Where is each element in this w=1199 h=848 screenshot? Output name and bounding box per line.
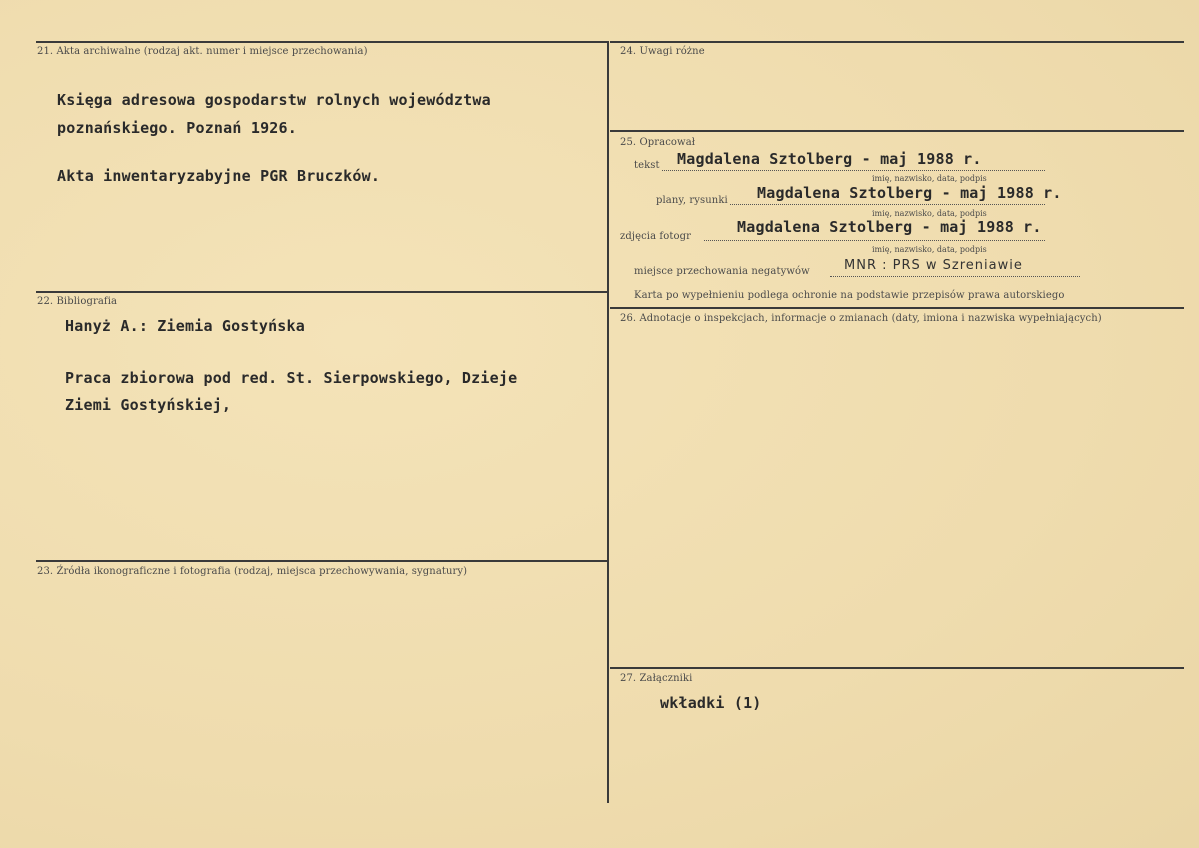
tekst-label: tekst [634,160,660,171]
rule-25-26 [610,307,1184,309]
section-25-label: 25. Opracował [620,137,696,148]
center-divider [607,41,609,803]
zdjecia-value: Magdalena Sztolberg - maj 1988 r. [737,218,1042,236]
plany-label: plany, rysunki [656,195,728,206]
section-22-line-3: Ziemi Gostyńskiej, [65,396,232,414]
section-21-line-3: Akta inwentaryzabyjne PGR Bruczków. [57,167,381,185]
zdjecia-label: zdjęcia fotogr [620,231,691,242]
zdjecia-dotted-line [704,240,1045,241]
attachments-value: wkładki (1) [660,694,762,712]
rule-24-25 [610,130,1184,132]
negatywy-dotted-line [830,276,1080,277]
section-22-label: 22. Bibliografia [37,296,118,307]
negatywy-label: miejsce przechowania negatywów [634,266,810,277]
zdjecia-sub-caption: imię, nazwisko, data, podpis [872,245,987,254]
tekst-value: Magdalena Sztolberg - maj 1988 r. [677,150,982,168]
plany-sub-caption: imię, nazwisko, data, podpis [872,209,987,218]
section-21-line-2: poznańskiego. Poznań 1926. [57,119,297,137]
section-24-label: 24. Uwagi różne [620,46,705,57]
negatywy-handwritten-value: MNR : PRS w Szreniawie [844,258,1023,273]
plany-value: Magdalena Sztolberg - maj 1988 r. [757,184,1062,202]
section-22-line-2: Praca zbiorowa pod red. St. Sierpowskiego, Dzieje [65,369,518,387]
tekst-dotted-line [662,170,1045,171]
top-rule-right [610,41,1184,43]
copyright-note: Karta po wypełnieniu podlega ochronie na podstawie przepisów prawa autorskiego [634,290,1065,301]
top-rule-left [36,41,608,43]
rule-26-27 [610,667,1184,669]
section-26-label: 26. Adnotacje o inspekcjach, informacje o zmianach (daty, imiona i nazwiska wypełniających) [620,313,1102,324]
rule-21-22 [36,291,608,293]
section-22-line-1: Hanyż A.: Ziemia Gostyńska [65,317,305,335]
section-21-line-1: Księga adresowa gospodarstw rolnych województwa [57,91,491,109]
plany-dotted-line [730,204,1045,205]
rule-22-23 [36,560,608,562]
tekst-sub-caption: imię, nazwisko, data, podpis [872,174,987,183]
section-21-label: 21. Akta archiwalne (rodzaj akt. numer i miejsce przechowania) [37,46,368,57]
section-23-label: 23. Źródła ikonograficzne i fotografia (rodzaj, miejsca przechowywania, sygnatury) [37,566,468,577]
section-27-label: 27. Załączniki [620,673,693,684]
